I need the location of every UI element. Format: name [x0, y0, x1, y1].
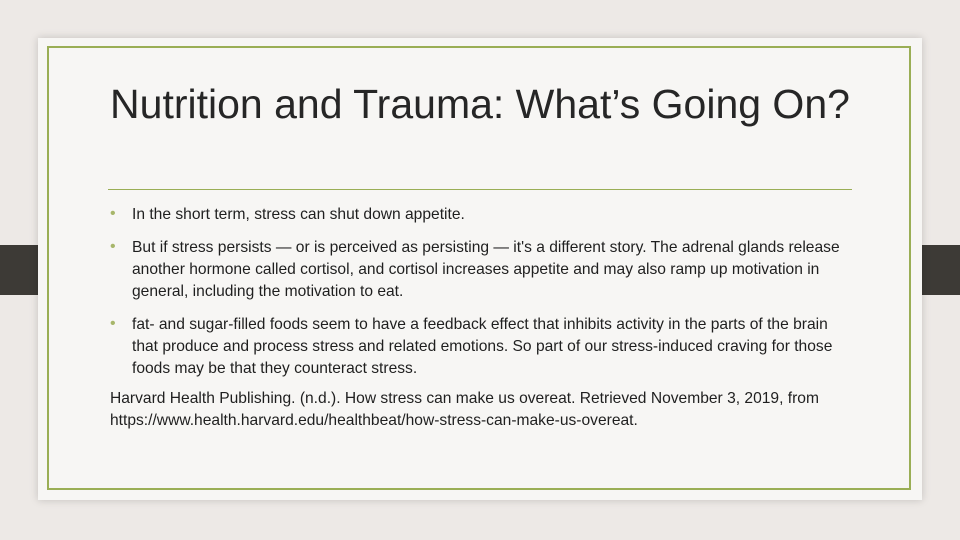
- title-divider: [108, 189, 852, 190]
- bullet-text: But if stress persists — or is perceived as persisting — it's a different story. The adrenal glands release another hormone called cortisol, and cortisol increases appetite and may also ramp up motivation in general, including the motivation to eat.: [132, 239, 840, 300]
- citation: Harvard Health Publishing. (n.d.). How stress can make us overeat. Retrieved November 3, 2019, from https://www.health.harvard.edu/healthbeat/how-stress-can-make-us-overeat.: [110, 390, 819, 429]
- bullet-item: [110, 237, 850, 303]
- bullet-text: fat- and sugar-filled foods seem to have a feedback effect that inhibits activity in the parts of the brain that produce and process stress and related emotions. So part of our stress-induced craving for those foods may be that they counteract stress.: [132, 316, 833, 377]
- slide-title: Nutrition and Trauma: What’s Going On?: [110, 81, 850, 127]
- bullet-item: [110, 314, 850, 380]
- bullet-item: [110, 204, 850, 226]
- bullet-dot-icon: •: [110, 205, 116, 222]
- bullet-list: [110, 204, 850, 391]
- bullet-text: In the short term, stress can shut down appetite.: [132, 206, 465, 223]
- bullet-dot-icon: •: [110, 315, 116, 332]
- bullet-dot-icon: •: [110, 238, 116, 255]
